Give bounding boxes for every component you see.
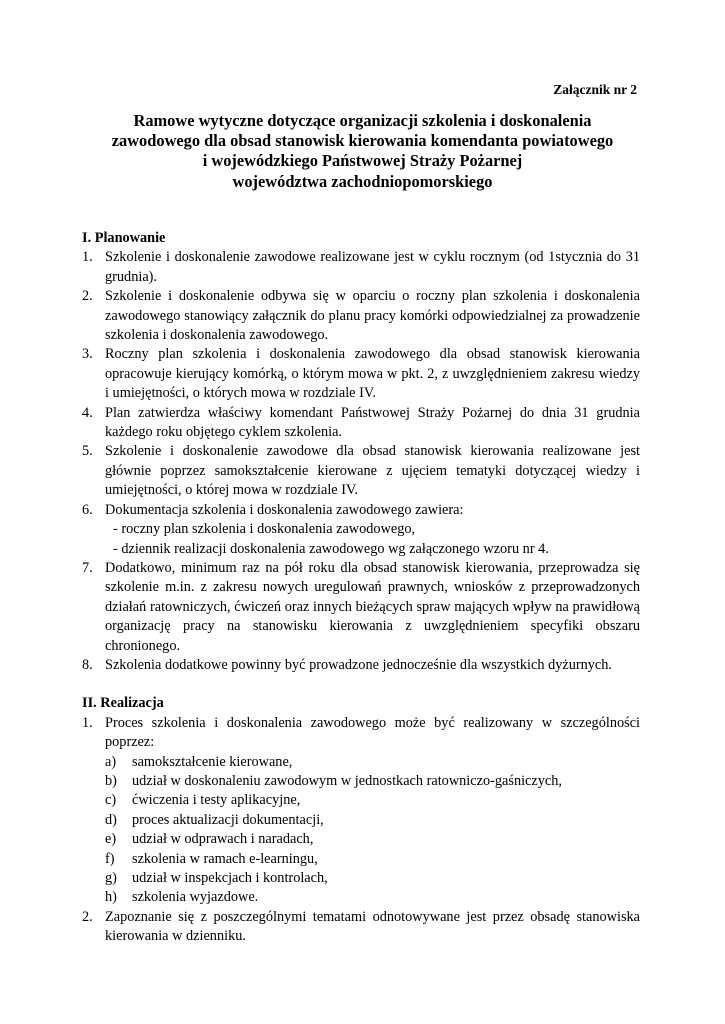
attachment-label: Załącznik nr 2 bbox=[553, 82, 637, 97]
sub-item bbox=[105, 830, 640, 849]
item-number: 7. bbox=[82, 559, 93, 576]
item-text: Plan zatwierdza właściwy komendant Państwowej Straży Pożarnej do dnia 31 grudnia każdego roku objętego cyklem szkolenia. bbox=[105, 404, 640, 441]
sub-letter: b) bbox=[105, 772, 117, 789]
section-spacer bbox=[82, 675, 640, 694]
sub-text: szkolenia wyjazdowe. bbox=[132, 889, 259, 906]
section-heading-planowanie: I. Planowanie bbox=[82, 230, 166, 246]
item-text-block bbox=[105, 714, 640, 908]
list-item bbox=[82, 248, 640, 287]
sub-letter: h) bbox=[105, 889, 117, 906]
item-number: 6. bbox=[82, 501, 93, 518]
item-number: 3. bbox=[82, 346, 93, 363]
list-item bbox=[82, 656, 640, 675]
sub-text: samokształcenie kierowane, bbox=[132, 753, 293, 770]
list-item bbox=[82, 908, 640, 947]
list-item bbox=[82, 559, 640, 656]
item-number: 2. bbox=[82, 288, 93, 305]
sub-letter: g) bbox=[105, 870, 117, 886]
title-line: zawodowego dla obsad stanowisk kierowania komendanta powiatowego bbox=[111, 131, 614, 151]
list-item bbox=[82, 404, 640, 443]
planowanie-list bbox=[82, 248, 640, 675]
list-item bbox=[82, 442, 640, 500]
item-number: 4. bbox=[82, 404, 93, 421]
item-text: Roczny plan szkolenia i doskonalenia zawodowego dla obsad stanowisk kierowania opracowuje kierujący komórką, o którym mowa w pkt. 2, z uwzględnieniem zakresu wiedzy i umiejętności, o których mowa w rozdziale IV. bbox=[105, 346, 640, 402]
title-line: województwa zachodniopomorskiego bbox=[232, 171, 493, 191]
sub-list bbox=[105, 753, 640, 908]
list-item bbox=[82, 287, 640, 345]
title-line: i wojewódzkiego Państwowej Straży Pożarnej bbox=[202, 151, 523, 171]
sub-text: proces aktualizacji dokumentacji, bbox=[132, 811, 324, 828]
sub-letter: f) bbox=[105, 850, 115, 867]
item-text: Proces szkolenia i doskonalenia zawodowego może być realizowany w szczególności poprzez: bbox=[105, 714, 640, 751]
sub-text: szkolenia w ramach e-learningu, bbox=[132, 850, 318, 867]
item-text: Zapoznanie się z poszczególnymi tematami odnotowywane jest przez obsadę stanowiska kierowania w dzienniku. bbox=[105, 908, 640, 945]
section-heading-realizacja: II. Realizacja bbox=[82, 695, 164, 712]
item-text: Dokumentacja szkolenia i doskonalenia zawodowego zawiera: bbox=[105, 501, 464, 518]
sub-item bbox=[105, 888, 640, 907]
sub-text: udział w doskonaleniu zawodowym w jednostkach ratowniczo-gaśniczych, bbox=[132, 772, 562, 789]
item-number: 2. bbox=[82, 908, 93, 925]
item-number: 8. bbox=[82, 656, 93, 673]
item-text: Szkolenia dodatkowe powinny być prowadzone jednocześnie dla wszystkich dyżurnych. bbox=[105, 656, 612, 673]
sub-item bbox=[105, 791, 640, 810]
sub-item bbox=[105, 753, 640, 772]
list-item bbox=[82, 714, 640, 908]
item-text: Szkolenie i doskonalenie zawodowe dla obsad stanowisk kierowania realizowane jest głównie poprzez samokształcenie kierowane z ujęciem tematyki dotyczącej wiedzy i umiejętności, o której mowa w rozdziale IV. bbox=[105, 443, 640, 499]
dash-item: - roczny plan szkolenia i doskonalenia zawodowego, bbox=[113, 521, 416, 538]
title-line: Ramowe wytyczne dotyczące organizacji szkolenia i doskonalenia bbox=[133, 111, 592, 130]
sub-letter: c) bbox=[105, 792, 117, 809]
dash-item: - dziennik realizacji doskonalenia zawodowego wg załączonego wzoru nr 4. bbox=[113, 540, 549, 557]
sub-text: udział w odprawach i naradach, bbox=[132, 831, 314, 848]
document-title bbox=[60, 111, 665, 192]
item-text: Szkolenie i doskonalenie zawodowe realizowane jest w cyklu rocznym (od 1stycznia do 31 grudnia). bbox=[105, 249, 640, 285]
list-item bbox=[82, 345, 640, 403]
sub-text: ćwiczenia i testy aplikacyjne, bbox=[132, 792, 301, 809]
sub-letter: e) bbox=[105, 831, 117, 848]
item-text: Dodatkowo, minimum raz na pół roku dla obsad stanowisk kierowania, przeprowadza się szkolenie m.in. z zakresu nowych uregulowań prawnych, wniosków z przeprowadzonych działań ratowniczych, ćwiczeń oraz innych bieżących spraw mających wpływ na prawidłową organizację pracy na stanowisku kierowania z uwzględnieniem specyfiki obszaru chronionego. bbox=[105, 559, 640, 654]
sub-letter: a) bbox=[105, 753, 117, 770]
item-text-block bbox=[105, 501, 640, 559]
sub-item bbox=[105, 850, 640, 869]
realizacja-list bbox=[82, 714, 640, 947]
document-body bbox=[82, 229, 640, 947]
sub-letter: d) bbox=[105, 811, 117, 828]
item-number: 1. bbox=[82, 249, 93, 266]
list-item bbox=[82, 501, 640, 559]
sub-item bbox=[105, 772, 640, 791]
sub-item bbox=[105, 811, 640, 830]
item-number: 5. bbox=[82, 443, 93, 460]
item-text: Szkolenie i doskonalenie odbywa się w oparciu o roczny plan szkolenia i doskonalenia zawodowego stanowiący załącznik do planu pracy komórki odpowiedzialnej za prowadzenie szkolenia i doskonalenia zawodowego. bbox=[105, 288, 640, 344]
sub-item bbox=[105, 869, 640, 888]
sub-text: udział w inspekcjach i kontrolach, bbox=[132, 870, 328, 886]
item-number: 1. bbox=[82, 714, 93, 731]
